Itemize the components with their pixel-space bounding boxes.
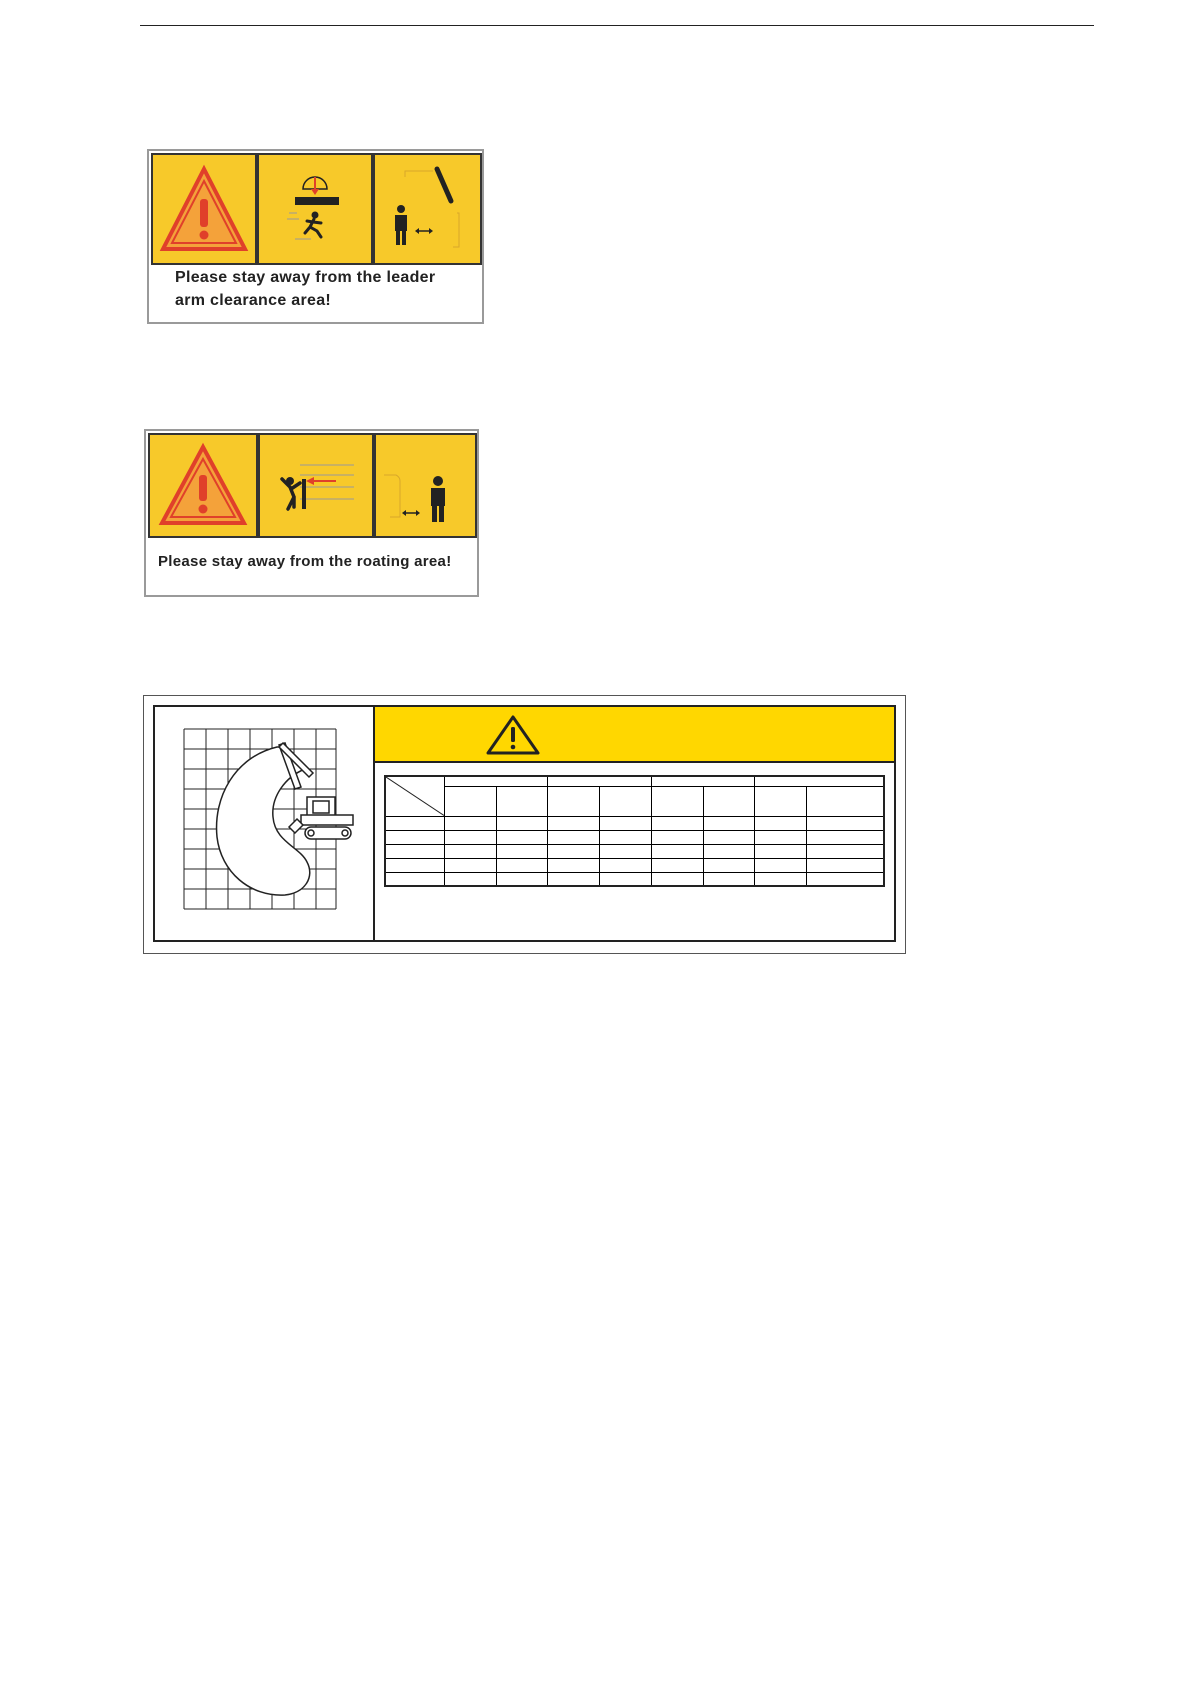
rotating-area-warning-sign [144,429,479,597]
sign-caption: Please stay away from the roating area! [158,553,452,570]
table-cell [496,786,548,816]
table-row [385,830,884,844]
sign-header-band [375,707,894,763]
table-row [385,844,884,858]
leader-arm-warning-sign [147,149,484,324]
table-cell [703,786,755,816]
person-hit-by-slewing-icon [260,435,372,536]
warning-triangle-icon [484,713,542,757]
table-corner-cell [385,776,445,816]
working-range-panel [155,707,375,940]
sign-icon-panel [151,153,257,265]
table-cell [548,786,600,816]
table-cell [445,776,548,786]
table-row [385,872,884,886]
falling-load-icon [259,155,371,263]
lifting-capacity-table [384,775,885,887]
table-cell [806,786,884,816]
lifting-capacity-warning-sign [143,695,906,954]
table-cell [755,786,807,816]
table-cell [651,786,703,816]
sign-caption: Please stay away from the leader [175,269,436,286]
person-near-counterweight-icon [376,435,475,536]
table-cell [755,776,884,786]
table-row [385,816,884,830]
sign-caption: arm clearance area! [175,292,332,309]
sign-inner-frame [153,705,896,942]
sign-icon-panel [373,153,482,265]
sign-icon-panel [374,433,477,538]
table-cell [651,776,754,786]
table-cell [445,786,497,816]
warning-triangle-icon [150,435,256,536]
table-cell [548,776,651,786]
excavator-working-range-icon [155,707,373,940]
table-cell [600,786,652,816]
person-near-arm-icon [375,155,480,263]
table-row [385,858,884,872]
header-rule [140,25,1094,26]
sign-icon-panel [148,433,258,538]
sign-icon-panel [257,153,373,265]
sign-icon-panel [258,433,374,538]
warning-triangle-icon [153,155,255,263]
